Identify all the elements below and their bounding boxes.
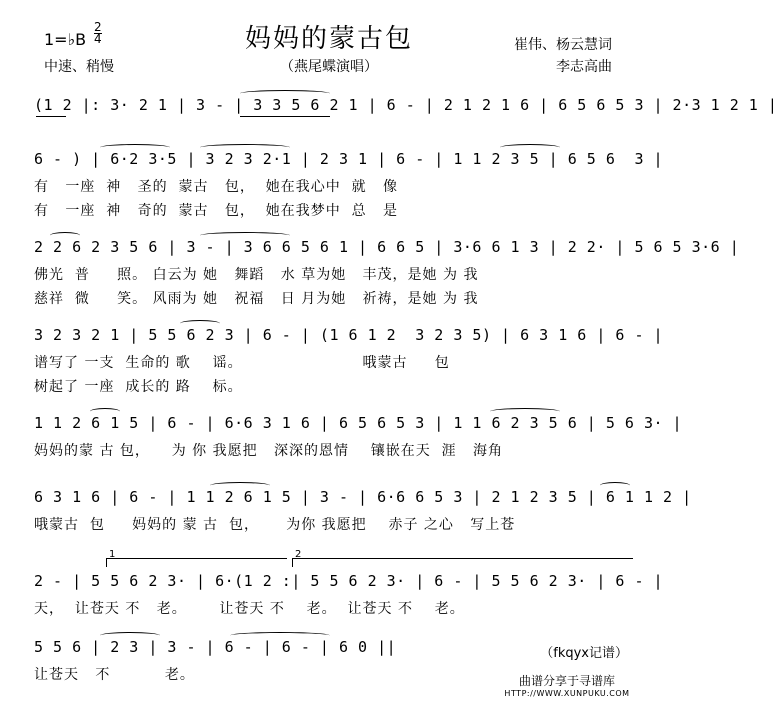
lyric-row-6-verse-1: 哦蒙古 包 妈妈的 蒙 古 包， 为你 我愿把 赤子 之心 写上苍 [34,517,516,533]
slur [50,232,80,239]
song-title: 妈妈的蒙古包 [244,24,413,54]
composer-credit: 李志高曲 [556,59,612,75]
lyric-row-7-verse-1: 天， 让苍天 不 老。 让苍天 不 老。 让苍天 不 老。 [34,601,465,617]
notes-row-5: 1 1 2 6 1 5 | 6 - | 6·6 3 1 6 | 6 5 6 5 3 | 1 1 6 2 3 5 6 | 5 6 3· | [34,414,683,432]
slur [90,408,120,415]
slur [210,482,270,489]
lyric-row-3-verse-2: 慈祥 微 笑。 风雨为 她 祝福 日 月为她 祈祷，是她 为 我 [34,291,479,307]
lyric-row-8-verse-1: 让苍天 不 老。 [34,667,195,683]
volta-2-label: 2 [295,549,302,560]
tempo-marking: 中速、稍慢 [44,59,114,75]
slur [500,144,560,151]
slur [230,632,330,639]
score-row-4 [30,326,664,398]
site-stamp-name: 曲谱分享于寻谱库 [518,674,615,688]
notes-row-7: 2 - | 5 5 6 2 3· | 6·(1 2 :| 5 5 6 2 3· | 6 - | 5 5 6 2 3· | 6 - | [34,572,664,590]
lyric-row-2-verse-1: 有 一座 神 圣的 蒙古 包， 她在我心中 就 像 [34,179,399,195]
slur [200,232,290,239]
site-stamp [502,672,632,698]
lyric-row-4-verse-2: 树起了 一座 成长的 路 标。 [34,379,243,395]
lyricist-credit: 崔伟、杨云慧词 [514,37,612,53]
notes-row-2: 6 - ) | 6·2 3·5 | 3 2 3 2·1 | 2 3 1 | 6 - | 1 1 2 3 5 | 6 5 6 3 | [34,150,664,168]
slur [490,408,560,415]
singer-credit: （燕尾蝶演唱） [280,59,378,75]
time-sig-bottom: 4 [94,32,102,46]
lyric-row-2-verse-2: 有 一座 神 奇的 蒙古 包， 她在我梦中 总 是 [34,203,399,219]
notes-row-3: 2 2 6 2 3 5 6 | 3 - | 3 6 6 5 6 1 | 6 6 5 | 3·6 6 1 3 | 2 2· | 5 6 5 3·6 | [34,238,740,256]
notes-row-8: 5 5 6 | 2 3 | 3 - | 6 - | 6 - | 6 0 || [34,638,397,656]
beam [240,116,330,117]
time-sig-top: 2 [94,20,102,34]
slur [100,144,170,151]
site-stamp-url: HTTP://WWW.XUNPUKU.COM [504,689,630,698]
transcriber-credit: （fkqyx记谱） [540,646,628,661]
lyric-row-3-verse-1: 佛光 普 照。 白云为 她 舞蹈 水 草为她 丰茂，是她 为 我 [34,267,479,283]
notes-row-4: 3 2 3 2 1 | 5 5 6 2 3 | 6 - | (1 6 1 2 3 2 3 5) | 6 3 1 6 | 6 - | [34,326,664,344]
slur [100,632,160,639]
key-signature: 1=♭B [44,30,87,49]
beam [36,116,66,117]
slur [600,482,630,489]
volta-bracket-2 [292,549,633,567]
score-row-6 [30,488,692,560]
slur [200,144,290,151]
time-signature [94,22,102,45]
slur [180,320,220,327]
notes-row-1: (1 2 |: 3· 2 1 | 3 - | 3 3 5 6 2 1 | 6 - | 2 1 2 1 6 | 6 5 6 5 3 | 2·3 1 2 1 | [34,96,777,114]
score-row-3 [30,238,740,310]
slur [240,90,330,97]
score-row-5 [30,414,683,486]
score-row-2 [30,150,664,222]
lyric-row-5-verse-1: 妈妈的蒙 古 包， 为 你 我愿把 深深的恩情 镶嵌在天 涯 海角 [34,443,504,459]
volta-1-label: 1 [109,549,116,560]
volta-bracket-1 [106,549,287,567]
lyric-row-4-verse-1: 谱写了 一支 生命的 歌 谣。 哦蒙古 包 [34,355,450,371]
notes-row-6: 6 3 1 6 | 6 - | 1 1 2 6 1 5 | 3 - | 6·6 6 5 3 | 2 1 2 3 5 | 6 1 1 2 | [34,488,692,506]
